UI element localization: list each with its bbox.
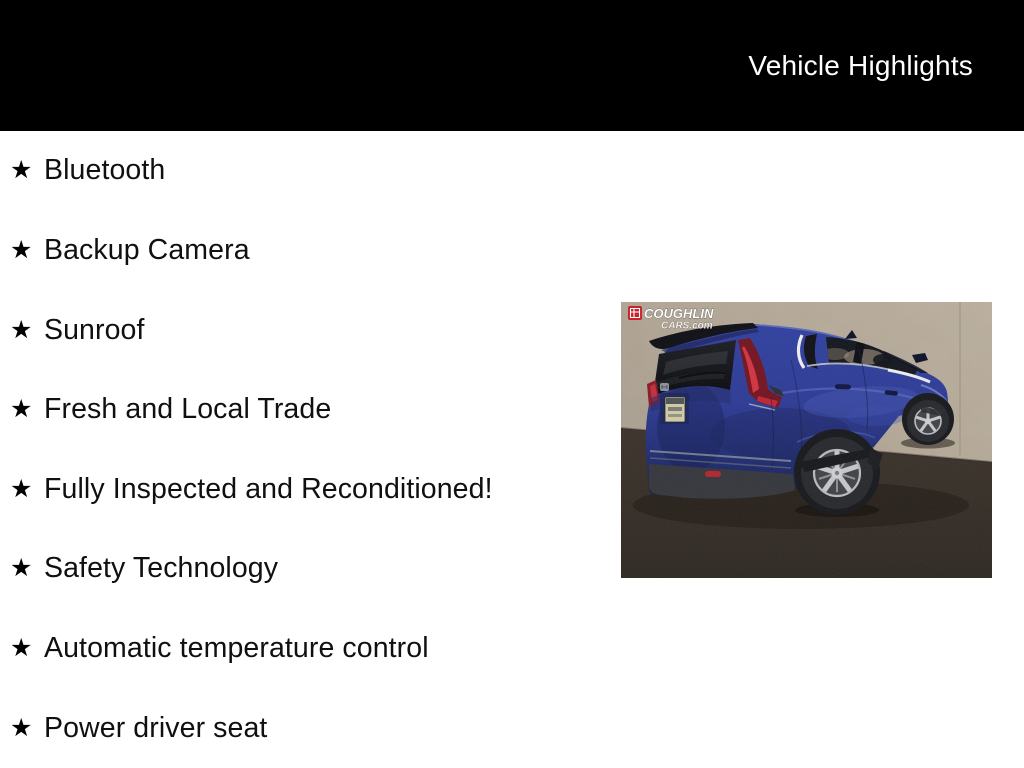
header-bar <box>0 0 1024 131</box>
highlight-label: Fully Inspected and Reconditioned! <box>44 472 493 505</box>
highlight-label: Bluetooth <box>44 154 166 187</box>
star-bullet-icon: ★ <box>10 235 33 264</box>
star-bullet-icon: ★ <box>10 315 33 344</box>
photo-grain <box>621 302 992 578</box>
star-bullet-icon: ★ <box>10 156 33 185</box>
star-bullet-icon: ★ <box>10 713 33 742</box>
highlight-label: Sunroof <box>44 313 145 346</box>
star-bullet-icon: ★ <box>10 554 33 583</box>
list-item <box>0 370 610 450</box>
highlight-label: Backup Camera <box>44 233 250 266</box>
watermark-suffix: CARS.com <box>661 320 713 332</box>
highlight-label: Power driver seat <box>44 711 268 744</box>
highlight-label: Safety Technology <box>44 552 279 585</box>
watermark-brand: COUGHLIN <box>644 306 714 321</box>
star-bullet-icon: ★ <box>10 395 33 424</box>
vehicle-photo-illustration <box>621 302 992 578</box>
list-item <box>0 450 610 530</box>
highlight-label: Fresh and Local Trade <box>44 393 332 426</box>
highlights-list <box>0 131 610 768</box>
list-item <box>0 211 610 291</box>
star-bullet-icon: ★ <box>10 474 33 503</box>
star-bullet-icon: ★ <box>10 634 33 663</box>
vehicle-photo <box>621 302 992 578</box>
list-item <box>0 131 610 211</box>
page-title: Vehicle Highlights <box>748 49 973 81</box>
list-item <box>0 529 610 609</box>
list-item <box>0 290 610 370</box>
highlight-label: Automatic temperature control <box>44 632 429 665</box>
list-item <box>0 688 610 768</box>
list-item <box>0 609 610 689</box>
